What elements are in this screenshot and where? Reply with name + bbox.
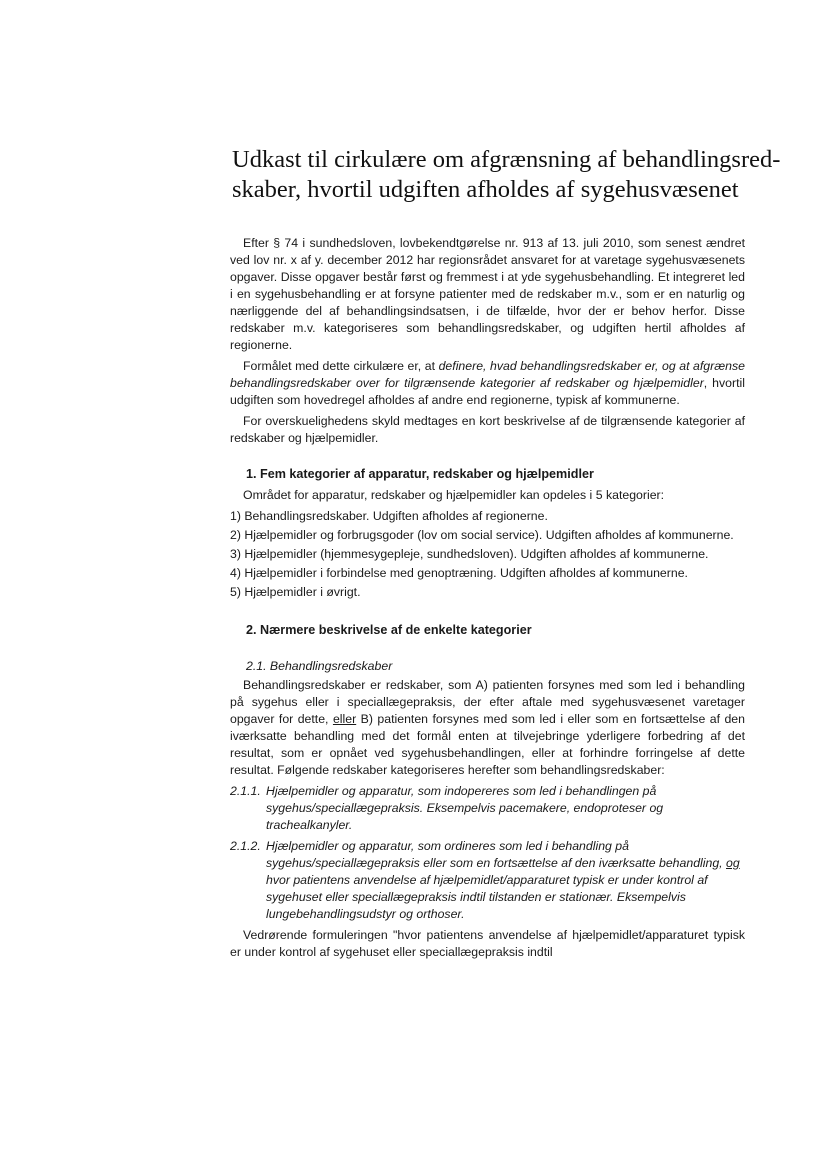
category-item-4: 4) Hjælpemidler i forbindelse med genoptræning. Udgiften afholdes af kommunerne. [230, 566, 688, 580]
subitem-2-1-1 [230, 783, 745, 834]
document-title [232, 145, 781, 205]
subitem-2-1-2-end: hvor patientens anvendelse af hjælpemidlet/apparaturet typisk er under kontrol af sygehuset eller speciallægepraksis indtil tilstanden er stationær. Eksempelvis lungebehandlingsudstyr og orthoser. [266, 873, 708, 921]
s2-p1-start: Behandlingsredskaber er redskaber, som A) patienten forsynes med som led i behandling på sygehus eller i speciallægepraksis, der efter aftale med sygehusvæsenet varetager opgaver for dette, [230, 678, 745, 726]
category-list [230, 508, 745, 601]
subitem-2-1-2-label: 2.1.2. [230, 839, 261, 853]
subitem-2-1-1-label: 2.1.1. [230, 784, 261, 798]
section-2-paragraph-1 [230, 677, 745, 779]
section-2-paragraph-2: Vedrørende formuleringen "hvor patientens anvendelse af hjælpemidlet/apparaturet typisk er under kontrol af sygehuset eller speciallægepraksis indtil [230, 928, 745, 959]
intro-paragraph-1: Efter § 74 i sundhedsloven, lovbekendtgørelse nr. 913 af 13. juli 2010, som senest ændret ved lov nr. x af y. december 2012 har regionsrådet ansvaret for at varetage sygehusvæsenets opgaver. Disse opgaver består først og fremmest i at yde sygehusbehandling. Et integreret led i en sygehusbehandling er at forsyne patienter med de redskaber m.v., som er en naturlig og nærliggende del af behandlingsindsatsen, i de tilfælde, hvor der er behov herfor. Disse redskaber m.v. kategoriseres som behandlingsredskaber, og udgiften hertil afholdes af regionerne. [230, 236, 745, 352]
subitem-2-1-1-text: Hjælpemidler og apparatur, som indopereres som led i behandlingen på sygehus/speciallægepraksis. Eksempelvis pacemakere, endoproteser og trachealkanyler. [266, 784, 664, 832]
category-item-1: 1) Behandlingsredskaber. Udgiften afholdes af regionerne. [230, 509, 548, 523]
section-1-heading: 1. Fem kategorier af apparatur, redskaber og hjælpemidler [246, 467, 594, 481]
category-item-5: 5) Hjælpemidler i øvrigt. [230, 585, 361, 599]
title-line-1: Udkast til cirkulære om afgrænsning af behandlingsred- [232, 146, 781, 173]
intro-paragraph-3: For overskuelighedens skyld medtages en kort beskrivelse af de tilgrænsende kategorier af redskaber og hjælpemidler. [230, 414, 745, 445]
intro-p2-start: Formålet med dette cirkulære er, at [243, 359, 439, 373]
subsection-2-1-heading: 2.1. Behandlingsredskaber [246, 659, 393, 673]
intro-p2-italic: definere, hvad behandlingsredskaber er, og at afgrænse behandlingsredskaber over for tilgrænsende kategorier af redskaber og hjælpemidler [230, 359, 745, 390]
section-2-heading: 2. Nærmere beskrivelse af de enkelte kategorier [246, 623, 532, 637]
document-body [230, 235, 745, 965]
subitem-2-1-2-underlined: og [726, 856, 740, 870]
category-item-3: 3) Hjælpemidler (hjemmesygepleje, sundhedsloven). Udgiften afholdes af kommunerne. [230, 547, 709, 561]
intro-paragraph-2 [230, 358, 745, 409]
category-item-2: 2) Hjælpemidler og forbrugsgoder (lov om social service). Udgiften afholdes af kommunerne. [230, 528, 734, 542]
subitem-2-1-2 [230, 838, 745, 923]
s2-p1-underlined: eller [332, 712, 357, 726]
subitem-2-1-2-text [266, 839, 740, 921]
s2-p1-end: B) patienten forsynes med som led i eller som en fortsættelse af den iværksatte behandling med det formål enten at tilvejebringe yderligere forbedring af det resultat, som er opnået ved sygehusbehandlingen, eller at forhindre forringelse af dette resultat. Følgende redskaber kategoriseres herefter som behandlingsredskaber: [230, 712, 745, 777]
subitem-2-1-2-start: Hjælpemidler og apparatur, som ordineres som led i behandling på sygehus/speciallægepraksis eller som en fortsættelse af den iværksatte behandling, [266, 839, 727, 870]
intro-p2-end: , hvortil udgiften som hovedregel afholdes af andre end regionerne, typisk af kommunerne. [230, 376, 745, 407]
section-1-lead: Området for apparatur, redskaber og hjælpemidler kan opdeles i 5 kategorier: [243, 488, 665, 502]
title-line-2: skaber, hvortil udgiften afholdes af sygehusvæsenet [232, 176, 739, 203]
